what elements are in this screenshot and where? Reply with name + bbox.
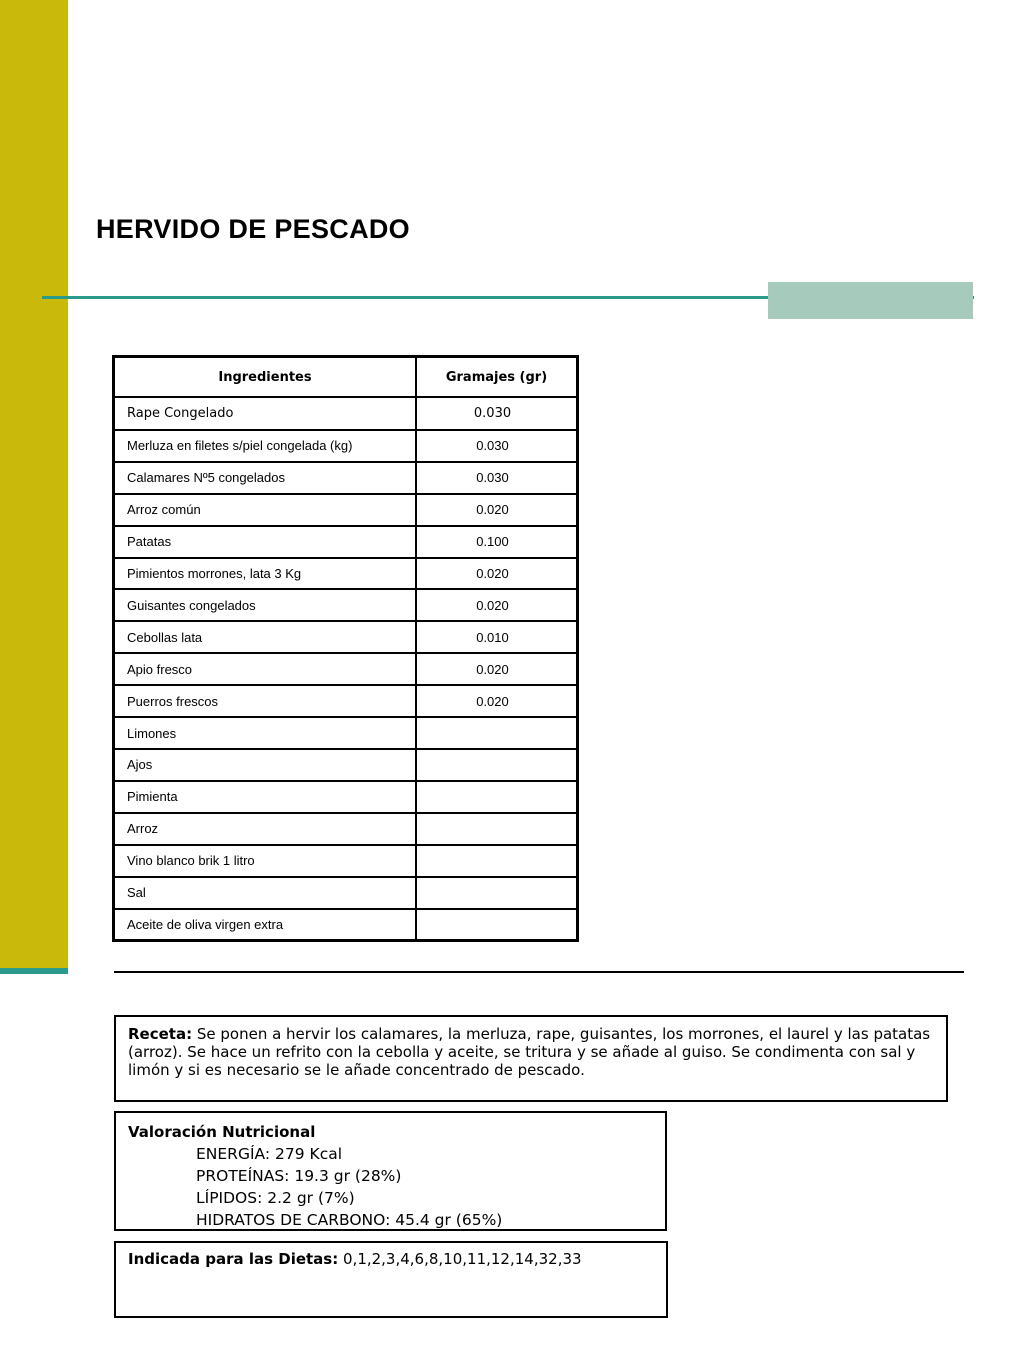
recipe-text: Se ponen a hervir los calamares, la merluza, rape, guisantes, los morrones, el laurel y las patatas (arroz). Se hace un refrito con la cebolla y aceite, se tritura y se añade al guiso. Se condimenta con sal y limón y si es necesario se le añade concentrado de pescado. [128,1025,931,1079]
table-row [114,781,578,813]
ingredient-name: Cebollas lata [114,621,417,653]
title-accent-block [768,282,973,319]
ingredient-name: Sal [114,877,417,909]
ingredient-name: Puerros frescos [114,685,417,717]
section-divider [114,971,964,973]
ingredient-name: Calamares Nº5 congelados [114,462,417,494]
nutrition-label: Valoración Nutricional [128,1123,316,1141]
ingredients-body [114,397,578,941]
table-row [114,845,578,877]
nutrition-lipids: LÍPIDOS: 2.2 gr (7%) [196,1189,355,1207]
table-row [114,749,578,781]
diets-label: Indicada para las Dietas: [128,1250,339,1268]
table-row [114,685,578,717]
ingredient-grams: 0.020 [416,589,578,621]
table-row [114,877,578,909]
ingredient-name: Rape Congelado [114,397,417,430]
ingredient-grams: 0.010 [416,621,578,653]
ingredient-name: Apio fresco [114,653,417,685]
ingredient-grams: 0.030 [416,397,578,430]
ingredient-name: Aceite de oliva virgen extra [114,909,417,941]
table-row [114,717,578,749]
table-row [114,462,578,494]
table-row [114,621,578,653]
ingredient-grams: 0.020 [416,653,578,685]
ingredient-grams: 0.100 [416,526,578,558]
ingredient-grams: 0.020 [416,685,578,717]
page-title: HERVIDO DE PESCADO [96,214,410,244]
ingredient-name: Ajos [114,749,417,781]
table-row [114,558,578,590]
ingredient-name: Vino blanco brik 1 litro [114,845,417,877]
nutrition-protein: PROTEÍNAS: 19.3 gr (28%) [196,1167,402,1185]
table-row [114,526,578,558]
ingredient-grams: 0.030 [416,462,578,494]
ingredient-name: Arroz común [114,494,417,526]
recipe-label: Receta: [128,1025,193,1043]
nutrition-energy: ENERGÍA: 279 Kcal [196,1145,343,1163]
table-row [114,653,578,685]
left-sidebar-decoration [0,0,68,968]
ingredient-grams: 0.020 [416,558,578,590]
table-header-row [114,357,578,398]
ingredient-grams [416,845,578,877]
ingredient-name: Pimientos morrones, lata 3 Kg [114,558,417,590]
ingredient-grams [416,877,578,909]
ingredient-name: Limones [114,717,417,749]
sidebar-base-accent [0,968,68,974]
ingredient-grams [416,813,578,845]
ingredient-grams: 0.020 [416,494,578,526]
diets-box [114,1241,668,1318]
recipe-box [114,1015,948,1102]
ingredient-name: Guisantes congelados [114,589,417,621]
nutrition-carbs: HIDRATOS DE CARBONO: 45.4 gr (65%) [196,1211,503,1229]
ingredient-grams [416,749,578,781]
table-row [114,397,578,430]
diets-value: 0,1,2,3,4,6,8,10,11,12,14,32,33 [338,1250,582,1268]
ingredients-table [112,355,579,942]
table-row [114,430,578,462]
header-grams: Gramajes (gr) [416,357,578,398]
ingredient-name: Patatas [114,526,417,558]
table-row [114,494,578,526]
table-row [114,589,578,621]
ingredient-name: Arroz [114,813,417,845]
ingredient-grams: 0.030 [416,430,578,462]
nutrition-box [114,1111,667,1231]
header-ingredients: Ingredientes [114,357,417,398]
table-row [114,813,578,845]
ingredient-grams [416,717,578,749]
ingredient-grams [416,781,578,813]
ingredient-grams [416,909,578,941]
ingredient-name: Pimienta [114,781,417,813]
ingredient-name: Merluza en filetes s/piel congelada (kg) [114,430,417,462]
table-row [114,909,578,941]
